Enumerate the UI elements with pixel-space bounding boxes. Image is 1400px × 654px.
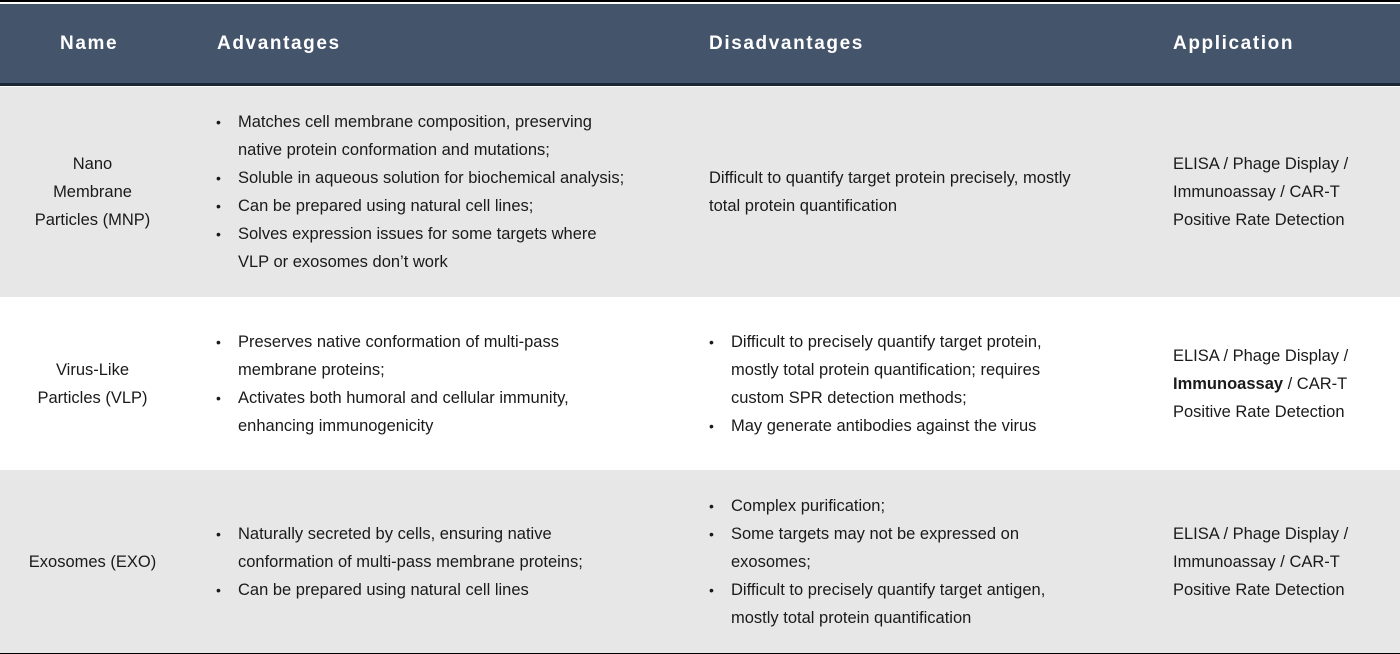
row-disadvantages [708, 470, 1128, 653]
list-item: • Preserves native conformation of multi-pass membrane proteins; [216, 332, 559, 379]
row-application: ELISA / Phage Display / Immunoassay / CAR-T Positive Rate Detection [1173, 524, 1349, 599]
row-disadvantages [708, 297, 1128, 470]
list-item: • Soluble in aqueous solution for biochemical analysis; [216, 169, 625, 187]
list-item: • Can be prepared using natural cell lines [216, 580, 529, 599]
table-row [0, 297, 1400, 470]
row-application: ELISA / Phage Display / Immunoassay / CAR-T Positive Rate Detection [1173, 155, 1349, 229]
row-advantages [215, 470, 665, 653]
header-disadvantages: Disadvantages [709, 33, 864, 54]
list-item: • Difficult to precisely quantify target antigen, mostly total protein quantification [709, 580, 1046, 627]
list-item: • Solves expression issues for some targets where VLP or exosomes don’t work [216, 225, 597, 271]
row-name: Virus-Like Particles (VLP) [37, 360, 148, 407]
list-item: • Matches cell membrane composition, preserving native protein conformation and mutations; [216, 113, 592, 159]
row-application: ELISA / Phage Display / Immunoassay / CAR-T Positive Rate Detection [1173, 346, 1349, 421]
row-name: Nano Membrane Particles (MNP) [34, 155, 151, 229]
list-item: • Some targets may not be expressed on exosomes; [709, 524, 1019, 571]
table-header [0, 4, 1400, 86]
row-advantages [215, 297, 665, 470]
header-application: Application [1173, 33, 1295, 54]
list-item: • Complex purification; [709, 496, 886, 515]
bold-term: Immunoassay [1173, 374, 1284, 393]
row-name: Exosomes (EXO) [28, 552, 157, 571]
list-item: • Activates both humoral and cellular immunity, enhancing immunogenicity [216, 388, 569, 435]
list-item: • Naturally secreted by cells, ensuring native conformation of multi-pass membrane proteins; [216, 524, 583, 571]
header-name: Name [60, 33, 119, 54]
list-item: • May generate antibodies against the virus [709, 416, 1037, 435]
row-disadvantages: Difficult to quantify target protein precisely, mostly total protein quantification [709, 169, 1071, 215]
list-item: • Can be prepared using natural cell lines; [216, 197, 534, 215]
header-advantages: Advantages [217, 33, 341, 54]
table-row [0, 470, 1400, 653]
row-advantages [215, 87, 665, 297]
list-item: • Difficult to precisely quantify target protein, mostly total protein quantification; requires custom SPR detection methods; [709, 332, 1042, 407]
table-row [0, 87, 1400, 297]
